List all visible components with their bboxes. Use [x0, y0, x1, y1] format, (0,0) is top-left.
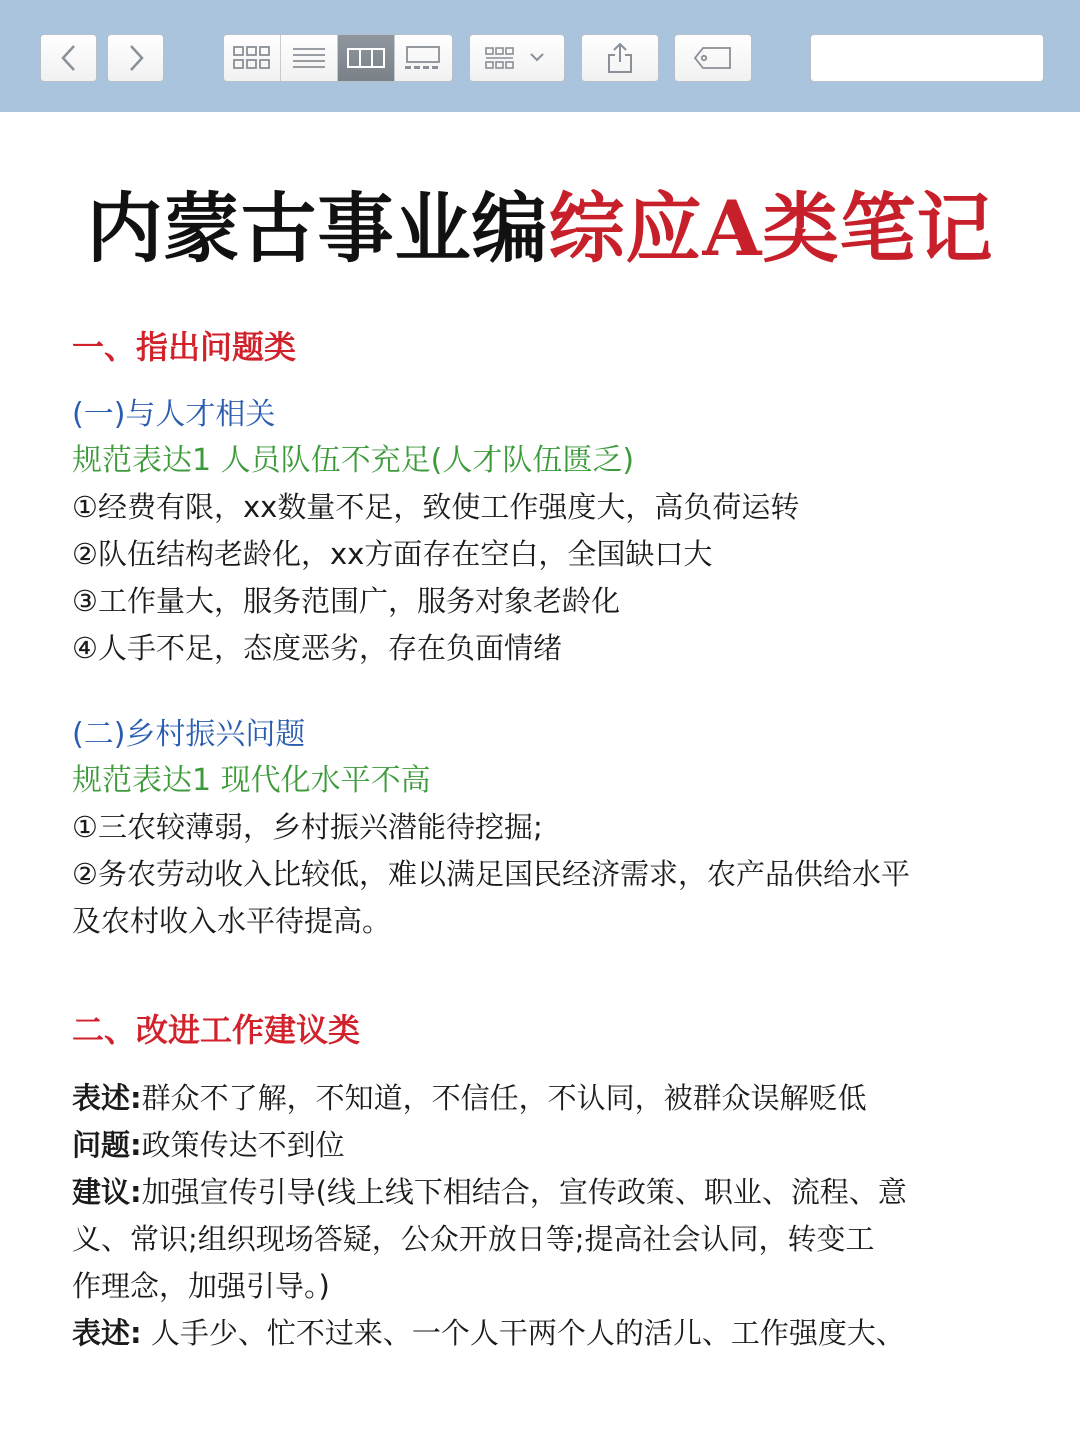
standard-expression: 规范表达1 人员队伍不充足(人才队伍匮乏) — [72, 443, 635, 478]
list-item: ①三农较薄弱，乡村振兴潜能待挖掘; — [72, 810, 543, 844]
list-item: 及农村收入水平待提高。 — [72, 904, 392, 938]
list-view-icon — [291, 45, 327, 71]
title-black-part: 内蒙古事业编 — [86, 184, 549, 273]
line-text: 作理念，加强引导。) — [72, 1269, 330, 1303]
gallery-view-icon — [403, 45, 443, 71]
list-item: ①经费有限，xx数量不足，致使工作强度大，高负荷运转 — [72, 490, 800, 524]
grid-view-button[interactable] — [224, 35, 281, 81]
line-text: 群众不了解，不知道，不信任，不认同，被群众误解贬低 — [141, 1081, 867, 1115]
suggestion-line — [72, 1075, 1022, 1122]
toolbar — [0, 0, 1080, 112]
chevron-left-icon — [58, 43, 80, 73]
suggestion-line — [72, 1169, 1022, 1216]
line-text: 人手少、忙不过来、一个人干两个人的活儿、工作强度大、 — [141, 1316, 905, 1350]
tag-button[interactable] — [674, 34, 752, 82]
section-heading: 一、指出问题类 — [72, 328, 297, 366]
list-item: ③工作量大，服务范围广，服务对象老龄化 — [72, 584, 620, 618]
chevron-right-icon — [125, 43, 147, 73]
subsection-heading: (二)乡村振兴问题 — [72, 717, 306, 752]
list-item: ②务农劳动收入比较低，难以满足国民经济需求，农产品供给水平 — [72, 857, 910, 891]
title-red-part: 综应A类笔记 — [548, 184, 994, 273]
line-label: 问题: — [72, 1128, 142, 1162]
standard-expression: 规范表达1 现代化水平不高 — [72, 763, 431, 798]
share-button[interactable] — [581, 34, 659, 82]
column-view-button[interactable] — [338, 35, 395, 81]
tag-icon — [693, 45, 733, 71]
line-text: 政策传达不到位 — [141, 1128, 345, 1162]
search-input[interactable] — [831, 35, 1056, 81]
search-field[interactable] — [810, 34, 1044, 82]
list-view-button[interactable] — [281, 35, 338, 81]
column-view-icon — [346, 45, 386, 71]
forward-button[interactable] — [107, 34, 164, 82]
suggestion-line — [72, 1122, 1022, 1169]
suggestion-line — [72, 1216, 1022, 1263]
line-text: 义、常识;组织现场答疑，公众开放日等;提高社会认同，转变工 — [72, 1222, 875, 1256]
back-button[interactable] — [40, 34, 97, 82]
gallery-view-button[interactable] — [395, 35, 452, 81]
view-mode-group — [223, 34, 453, 82]
subsection-heading: (一)与人才相关 — [72, 397, 276, 432]
section-heading: 二、改进工作建议类 — [72, 1011, 361, 1049]
line-text: 加强宣传引导(线上线下相结合，宣传政策、职业、流程、意 — [141, 1175, 907, 1209]
document-body — [72, 322, 1022, 1357]
line-label: 建议: — [72, 1175, 142, 1209]
group-by-button[interactable] — [469, 34, 565, 82]
grid-view-icon — [232, 45, 272, 71]
group-by-icon — [482, 45, 552, 71]
page-title — [0, 168, 1080, 277]
list-item: ②队伍结构老龄化，xx方面存在空白，全国缺口大 — [72, 537, 713, 571]
list-item: ④人手不足，态度恶劣，存在负面情绪 — [72, 631, 562, 665]
share-icon — [605, 41, 635, 75]
line-label: 表述: — [72, 1316, 142, 1350]
line-label: 表述: — [72, 1081, 142, 1115]
suggestion-line — [72, 1263, 1022, 1310]
suggestion-line — [72, 1310, 1022, 1357]
